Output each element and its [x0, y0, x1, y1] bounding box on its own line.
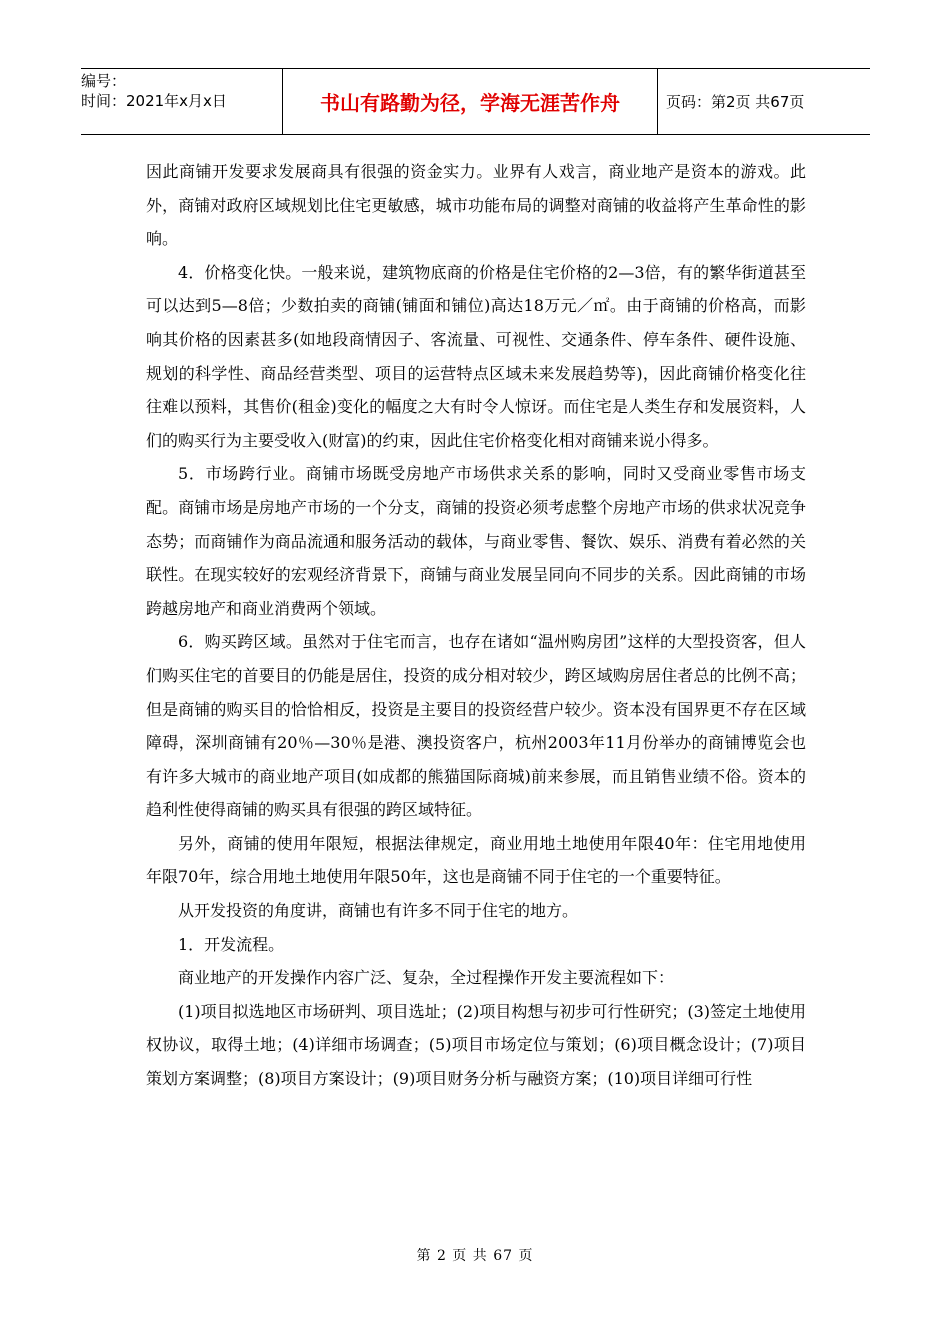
- page-footer: 第 2 页 共 67 页: [416, 1248, 534, 1264]
- paragraph: 1．开发流程。: [178, 934, 285, 954]
- paragraph: (1)项目拟选地区市场研判、项目选址；(2)项目构想与初步可行性研究；(3)签定土地使用权协议，取得土地；(4)详细市场调查；(5)项目市场定位与策划；(6)项目概念设计；(7)项目策划方案调整；(8)项目方案设计；(9)项目财务分析与融资方案；(10)项目详细可行性: [146, 1001, 806, 1089]
- document-date-label: 时间：2021年x月x日: [81, 92, 227, 110]
- paragraph: 4．价格变化快。一般来说，建筑物底商的价格是住宅价格的2—3倍，有的繁华街道甚至可以达到5—8倍；少数拍卖的商铺(铺面和铺位)高达18万元／㎡。由于商铺的价格高，而影响其价格的因素甚多(如地段商情因子、客流量、可视性、交通条件、停车条件、硬件设施、规划的科学性、商品经营类型、项目的运营特点区域未来发展趋势等)，因此商铺价格变化往往难以预料，其售价(租金)变化的幅度之大有时令人惊讶。而住宅是人类生存和发展资料，人们的购买行为主要受收入(财富)的约束，因此住宅价格变化相对商铺来说小得多。: [146, 262, 806, 450]
- paragraph: 5．市场跨行业。商铺市场既受房地产市场供求关系的影响，同时又受商业零售市场支配。商铺市场是房地产市场的一个分支，商铺的投资必须考虑整个房地产市场的供求状况竞争态势；而商铺作为商品流通和服务活动的载体，与商业零售、餐饮、娱乐、消费有着必然的关联性。在现实较好的宏观经济背景下，商铺与商业发展呈同向不同步的关系。因此商铺的市场跨越房地产和商业消费两个领域。: [146, 464, 806, 618]
- header-motto: 书山有路勤为径，学海无涯苦作舟: [283, 69, 658, 134]
- document-body: [146, 155, 806, 1096]
- document-number-label: 编号：: [81, 72, 127, 90]
- header-page-info: 页码：第2页 共67页: [666, 93, 805, 111]
- paragraph: 从开发投资的角度讲，商铺也有许多不同于住宅的地方。: [178, 901, 579, 921]
- header-meta: [81, 69, 283, 134]
- paragraph: 6．购买跨区域。虽然对于住宅而言，也存在诸如“温州购房团”这样的大型投资客，但人们购买住宅的首要目的仍能是居住，投资的成分相对较少，跨区域购房居住者总的比例不高；但是商铺的购买目的恰恰相反，投资是主要目的投资经营户较少。资本没有国界更不存在区域障碍，深圳商铺有20％—30％是港、澳投资客户，杭州2003年11月份举办的商铺博览会也有许多大城市的商业地产项目(如成都的熊猫国际商城)前来参展，而且销售业绩不俗。资本的趋利性使得商铺的购买具有很强的跨区域特征。: [146, 632, 806, 820]
- page-header: [81, 68, 870, 135]
- paragraph: 因此商铺开发要求发展商具有很强的资金实力。业界有人戏言，商业地产是资本的游戏。此外，商铺对政府区域规划比住宅更敏感，城市功能布局的调整对商铺的收益将产生革命性的影响。: [146, 162, 806, 249]
- paragraph: 商业地产的开发操作内容广泛、复杂，全过程操作开发主要流程如下：: [178, 968, 675, 988]
- paragraph: 另外，商铺的使用年限短，根据法律规定，商业用地土地使用年限40年：住宅用地使用年限70年，综合用地土地使用年限50年，这也是商铺不同于住宅的一个重要特征。: [146, 833, 806, 887]
